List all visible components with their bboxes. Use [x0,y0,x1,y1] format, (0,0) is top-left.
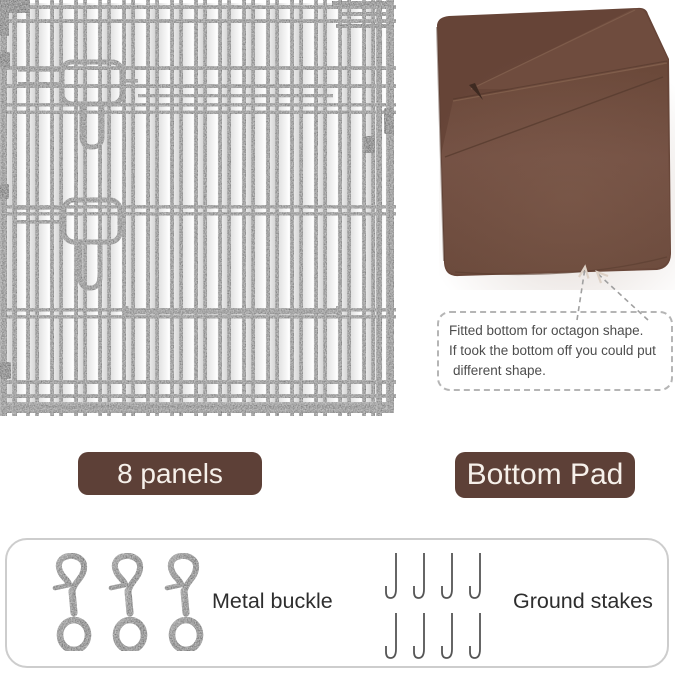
metal-buckle-label: Metal buckle [212,589,333,613]
panels-badge: 8 panels [78,452,262,495]
callout-line-3: different shape. [453,363,546,378]
wire-panel-image [0,0,396,416]
metal-buckle-icon [53,556,88,650]
ground-stake-group [382,549,494,663]
ground-stake-icon [442,613,452,658]
bottom-pad-image [425,5,675,290]
ground-stake-icon [442,553,452,598]
ground-stake-icon [414,613,424,658]
metal-buckle-icon [109,556,144,650]
pad-badge: Bottom Pad [455,452,635,498]
ground-stake-icon [386,613,396,658]
callout-line-2: If took the bottom off you could put [449,343,656,358]
ground-stake-icon [386,553,396,598]
callout-line-1: Fitted bottom for octagon shape. [449,323,644,338]
ground-stake-icon [470,613,480,658]
ground-stake-icon [470,553,480,598]
ground-stakes-label: Ground stakes [513,589,653,613]
ground-stake-icon [414,553,424,598]
callout-box [437,311,673,391]
panel-metalwork [0,0,396,416]
metal-buckle-icon [165,556,200,650]
